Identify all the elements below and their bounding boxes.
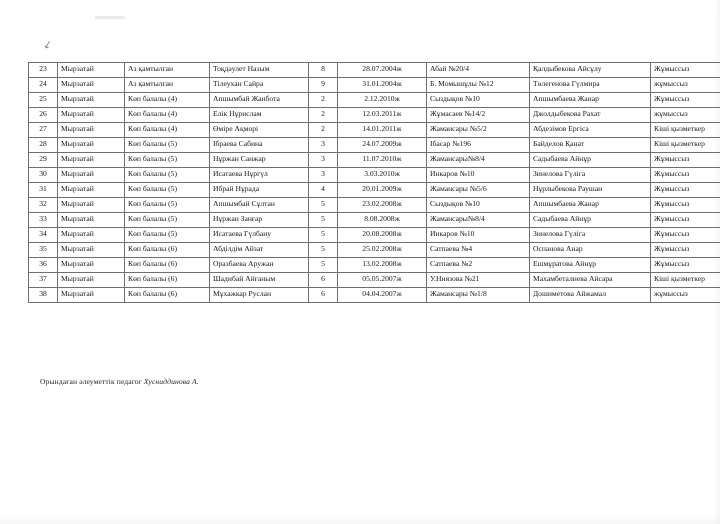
table-row bbox=[29, 198, 720, 213]
cell-person-name: Нұржан Занғар bbox=[210, 213, 309, 228]
cell-person-name: Апшымбай Жанбота bbox=[210, 93, 309, 108]
cell-employment-status: Жұмыссыз bbox=[651, 213, 720, 228]
cell-birth-date: 3.03.2010ж bbox=[338, 168, 427, 183]
cell-number: 29 bbox=[29, 153, 58, 168]
cell-employment-status: Кіші қызметкер bbox=[651, 138, 720, 153]
table-row bbox=[29, 228, 720, 243]
cell-count: 6 bbox=[309, 273, 338, 288]
cell-family-name: Мырзатай bbox=[58, 273, 125, 288]
cell-address: Жамансары№8/4 bbox=[427, 213, 530, 228]
cell-address: Сыздықов №10 bbox=[427, 93, 530, 108]
cell-number: 28 bbox=[29, 138, 58, 153]
cell-parent-name: Махамбеталиева Айсара bbox=[530, 273, 651, 288]
cell-birth-date: 31.01.2004ж bbox=[338, 78, 427, 93]
cell-birth-date: 20.01.2009ж bbox=[338, 183, 427, 198]
cell-count: 2 bbox=[309, 93, 338, 108]
cell-employment-status: Жұмыссыз bbox=[651, 153, 720, 168]
table-row bbox=[29, 108, 720, 123]
cell-employment-status: Жұмыссыз bbox=[651, 93, 720, 108]
cell-employment-status: Кіші қызметкер bbox=[651, 123, 720, 138]
cell-birth-date: 25.02.2008ж bbox=[338, 243, 427, 258]
cell-number: 35 bbox=[29, 243, 58, 258]
cell-count: 6 bbox=[309, 288, 338, 303]
cell-birth-date: 8.08.2008ж bbox=[338, 213, 427, 228]
cell-family-name: Мырзатай bbox=[58, 198, 125, 213]
cell-employment-status: Кіші қызметкер bbox=[651, 273, 720, 288]
footnote bbox=[40, 377, 199, 386]
cell-category: Аз қамтылған bbox=[125, 63, 210, 78]
table-row bbox=[29, 273, 720, 288]
cell-number: 31 bbox=[29, 183, 58, 198]
cell-address: Инкаров №10 bbox=[427, 228, 530, 243]
cell-person-name: Нұржан Санжар bbox=[210, 153, 309, 168]
cell-category: Көп балалы (5) bbox=[125, 213, 210, 228]
cell-number: 30 bbox=[29, 168, 58, 183]
scan-corner-artifact bbox=[95, 16, 125, 19]
cell-number: 26 bbox=[29, 108, 58, 123]
cell-address: Жұмасаев №14/2 bbox=[427, 108, 530, 123]
cell-family-name: Мырзатай bbox=[58, 123, 125, 138]
table-row bbox=[29, 243, 720, 258]
cell-birth-date: 05.05.2007ж bbox=[338, 273, 427, 288]
cell-category: Көп балалы (5) bbox=[125, 168, 210, 183]
cell-person-name: Тілеухан Сайра bbox=[210, 78, 309, 93]
pen-mark-icon: ↙ bbox=[41, 37, 55, 53]
cell-count: 5 bbox=[309, 243, 338, 258]
cell-person-name: Абділдім Айзат bbox=[210, 243, 309, 258]
cell-employment-status: Жұмыссыз bbox=[651, 63, 720, 78]
cell-category: Көп балалы (5) bbox=[125, 183, 210, 198]
cell-family-name: Мырзатай bbox=[58, 153, 125, 168]
cell-parent-name: Джолдыбекова Рахат bbox=[530, 108, 651, 123]
cell-birth-date: 20.08.2008ж bbox=[338, 228, 427, 243]
cell-category: Көп балалы (6) bbox=[125, 258, 210, 273]
cell-category: Көп балалы (4) bbox=[125, 123, 210, 138]
cell-family-name: Мырзатай bbox=[58, 288, 125, 303]
cell-count: 3 bbox=[309, 168, 338, 183]
registry-table-body bbox=[29, 63, 720, 303]
cell-employment-status: жұмыссыз bbox=[651, 288, 720, 303]
cell-number: 23 bbox=[29, 63, 58, 78]
cell-family-name: Мырзатай bbox=[58, 258, 125, 273]
cell-address: Сыздықов №10 bbox=[427, 198, 530, 213]
table-row bbox=[29, 168, 720, 183]
cell-person-name: Оразбаева Аружан bbox=[210, 258, 309, 273]
cell-employment-status: Жұмыссыз bbox=[651, 228, 720, 243]
cell-family-name: Мырзатай bbox=[58, 138, 125, 153]
cell-parent-name: Оспанова Анар bbox=[530, 243, 651, 258]
cell-count: 5 bbox=[309, 258, 338, 273]
cell-parent-name: Зинелова Гүліга bbox=[530, 228, 651, 243]
cell-address: Ібасар №196 bbox=[427, 138, 530, 153]
page-shadow-bottom bbox=[0, 516, 720, 524]
cell-employment-status: Жұмыссыз bbox=[651, 183, 720, 198]
cell-count: 5 bbox=[309, 198, 338, 213]
table-row bbox=[29, 258, 720, 273]
cell-category: Көп балалы (5) bbox=[125, 138, 210, 153]
cell-number: 33 bbox=[29, 213, 58, 228]
cell-category: Көп балалы (5) bbox=[125, 153, 210, 168]
cell-family-name: Мырзатай bbox=[58, 213, 125, 228]
cell-person-name: Өміре Ақморі bbox=[210, 123, 309, 138]
table-row bbox=[29, 63, 720, 78]
cell-parent-name: Абдезімов Ергіса bbox=[530, 123, 651, 138]
cell-count: 4 bbox=[309, 183, 338, 198]
cell-family-name: Мырзатай bbox=[58, 78, 125, 93]
cell-address: Жамансары №1/8 bbox=[427, 288, 530, 303]
cell-number: 37 bbox=[29, 273, 58, 288]
table-row bbox=[29, 78, 720, 93]
registry-table-wrapper bbox=[28, 62, 705, 303]
cell-category: Көп балалы (6) bbox=[125, 273, 210, 288]
cell-employment-status: Жұмыссыз bbox=[651, 198, 720, 213]
cell-number: 25 bbox=[29, 93, 58, 108]
cell-family-name: Мырзатай bbox=[58, 63, 125, 78]
cell-parent-name: Апшымбаева Жанар bbox=[530, 198, 651, 213]
cell-parent-name: Байделов Қанат bbox=[530, 138, 651, 153]
cell-number: 32 bbox=[29, 198, 58, 213]
footnote-signature: Хусниддинова А. bbox=[143, 377, 199, 386]
cell-person-name: Исатаева Гүлбану bbox=[210, 228, 309, 243]
cell-birth-date: 11.07.2010ж bbox=[338, 153, 427, 168]
footnote-label: Орындаған әлеуметтік педагог bbox=[40, 377, 142, 386]
cell-employment-status: Жұмыссыз bbox=[651, 243, 720, 258]
cell-address: У.Ниязова №21 bbox=[427, 273, 530, 288]
cell-family-name: Мырзатай bbox=[58, 183, 125, 198]
page-shadow-right bbox=[714, 0, 720, 524]
table-row bbox=[29, 123, 720, 138]
cell-person-name: Мұхажкар Руслан bbox=[210, 288, 309, 303]
table-row bbox=[29, 288, 720, 303]
table-row bbox=[29, 183, 720, 198]
cell-number: 34 bbox=[29, 228, 58, 243]
cell-employment-status: жұмыссыз bbox=[651, 108, 720, 123]
cell-parent-name: Нұрлыбекова Раушан bbox=[530, 183, 651, 198]
table-row bbox=[29, 93, 720, 108]
cell-employment-status: Жұмыссыз bbox=[651, 258, 720, 273]
cell-parent-name: Садыбаева Айнұр bbox=[530, 153, 651, 168]
cell-family-name: Мырзатай bbox=[58, 168, 125, 183]
table-row bbox=[29, 213, 720, 228]
cell-person-name: Апшымбай Сұлтан bbox=[210, 198, 309, 213]
cell-count: 5 bbox=[309, 213, 338, 228]
cell-person-name: Елік Нұрислам bbox=[210, 108, 309, 123]
cell-employment-status: Жұмыссыз bbox=[651, 168, 720, 183]
cell-family-name: Мырзатай bbox=[58, 93, 125, 108]
cell-person-name: Ибрай Нұрада bbox=[210, 183, 309, 198]
cell-number: 27 bbox=[29, 123, 58, 138]
cell-employment-status: жұмыссыз bbox=[651, 78, 720, 93]
registry-table bbox=[28, 62, 720, 303]
cell-number: 38 bbox=[29, 288, 58, 303]
cell-address: Жамансары№8/4 bbox=[427, 153, 530, 168]
cell-address: Сатпаева №2 bbox=[427, 258, 530, 273]
cell-person-name: Шадибай Айғаным bbox=[210, 273, 309, 288]
cell-count: 9 bbox=[309, 78, 338, 93]
cell-count: 3 bbox=[309, 138, 338, 153]
cell-birth-date: 12.03.2011ж bbox=[338, 108, 427, 123]
cell-count: 5 bbox=[309, 228, 338, 243]
table-row bbox=[29, 153, 720, 168]
cell-family-name: Мырзатай bbox=[58, 108, 125, 123]
cell-address: Сатпаева №4 bbox=[427, 243, 530, 258]
cell-address: Жамансары №5/2 bbox=[427, 123, 530, 138]
cell-birth-date: 23.02.2008ж bbox=[338, 198, 427, 213]
cell-birth-date: 13.02.2008ж bbox=[338, 258, 427, 273]
cell-count: 8 bbox=[309, 63, 338, 78]
cell-parent-name: Садыбаева Айнұр bbox=[530, 213, 651, 228]
cell-birth-date: 28.07.2004ж bbox=[338, 63, 427, 78]
cell-number: 24 bbox=[29, 78, 58, 93]
cell-category: Көп балалы (4) bbox=[125, 93, 210, 108]
cell-parent-name: Қалдыбекова Айсұлу bbox=[530, 63, 651, 78]
cell-birth-date: 24.07.2009ж bbox=[338, 138, 427, 153]
cell-person-name: Тоқдәулет Назым bbox=[210, 63, 309, 78]
cell-parent-name: Апшымбаева Жанар bbox=[530, 93, 651, 108]
cell-parent-name: Ешмұратова Айнұр bbox=[530, 258, 651, 273]
cell-category: Көп балалы (4) bbox=[125, 108, 210, 123]
cell-person-name: Исатаева Нұргүл bbox=[210, 168, 309, 183]
cell-category: Көп балалы (5) bbox=[125, 198, 210, 213]
cell-count: 2 bbox=[309, 108, 338, 123]
cell-person-name: Ібраева Сабина bbox=[210, 138, 309, 153]
cell-category: Көп балалы (6) bbox=[125, 288, 210, 303]
cell-address: Жамансары №5/6 bbox=[427, 183, 530, 198]
cell-parent-name: Төлегенова Гүлмира bbox=[530, 78, 651, 93]
cell-address: Абай №20/4 bbox=[427, 63, 530, 78]
cell-category: Көп балалы (5) bbox=[125, 228, 210, 243]
scan-top-edge bbox=[0, 0, 720, 14]
cell-address: Б. Момышұлы №12 bbox=[427, 78, 530, 93]
table-row bbox=[29, 138, 720, 153]
cell-count: 3 bbox=[309, 153, 338, 168]
cell-birth-date: 2.12.2010ж bbox=[338, 93, 427, 108]
cell-count: 2 bbox=[309, 123, 338, 138]
cell-number: 36 bbox=[29, 258, 58, 273]
cell-family-name: Мырзатай bbox=[58, 243, 125, 258]
cell-birth-date: 04.04.2007ж bbox=[338, 288, 427, 303]
cell-category: Аз қамтылған bbox=[125, 78, 210, 93]
cell-category: Көп балалы (6) bbox=[125, 243, 210, 258]
cell-parent-name: Зинелова Гүліга bbox=[530, 168, 651, 183]
cell-family-name: Мырзатай bbox=[58, 228, 125, 243]
cell-address: Инкаров №10 bbox=[427, 168, 530, 183]
cell-parent-name: Дошиметова Айжамал bbox=[530, 288, 651, 303]
cell-birth-date: 14.01.2011ж bbox=[338, 123, 427, 138]
